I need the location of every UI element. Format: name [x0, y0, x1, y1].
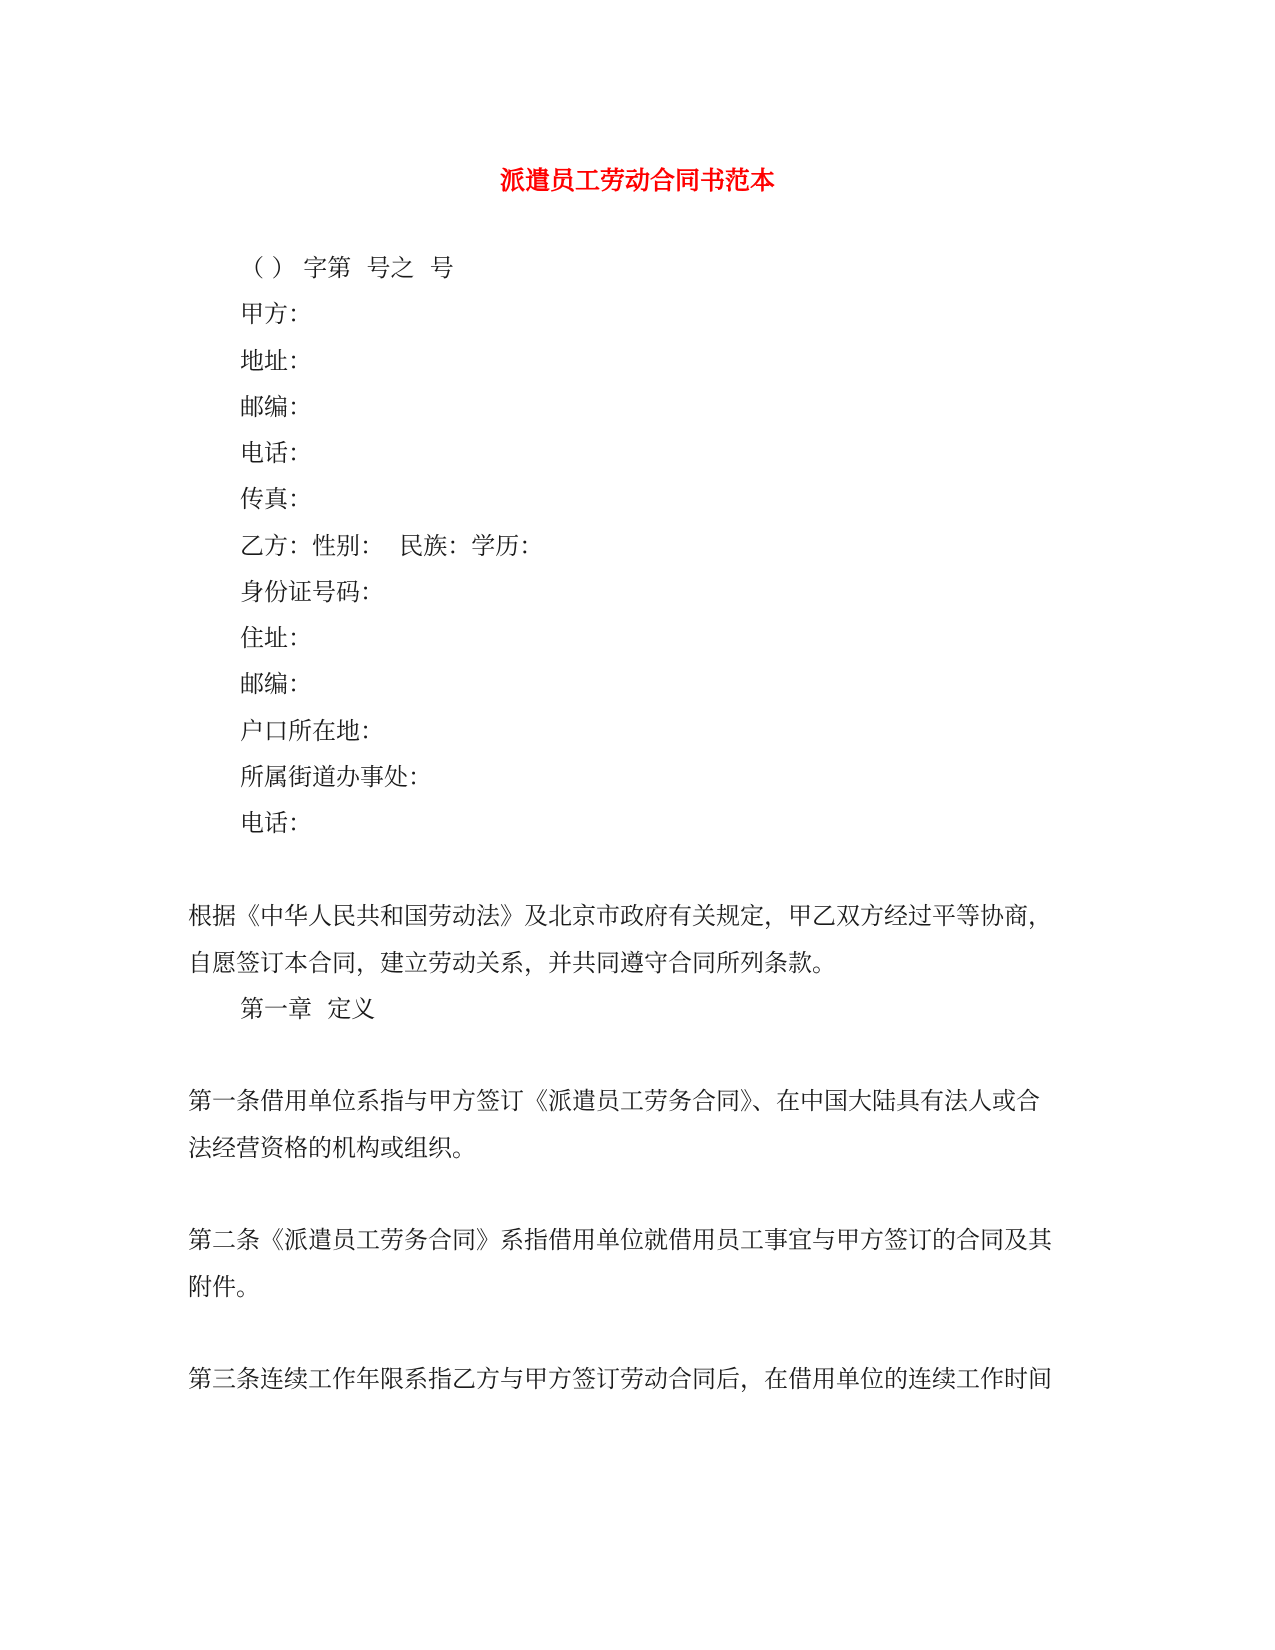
- party-a-label: 甲方：: [240, 300, 312, 328]
- phone-label: 电话：: [240, 439, 312, 467]
- article-1-line-1: 第一条借用单位系指与甲方签订《派遣员工劳务合同》、在中国大陆具有法人或合: [188, 1087, 1040, 1115]
- postcode-label: 邮编：: [240, 393, 312, 421]
- fax-label: 传真：: [240, 485, 312, 513]
- subdistrict-office-label: 所属街道办事处：: [240, 763, 432, 791]
- id-number-label: 身份证号码：: [240, 578, 384, 606]
- address-label: 地址：: [240, 347, 312, 375]
- party-b-label: 乙方：性别： 民族：学历：: [240, 532, 544, 560]
- household-registration-label: 户口所在地：: [240, 717, 384, 745]
- contract-number-line: （ ） 字第 号之 号: [240, 254, 454, 282]
- article-2-line-1: 第二条《派遣员工劳务合同》系指借用单位就借用员工事宜与甲方签订的合同及其: [188, 1226, 1052, 1254]
- article-1-line-2: 法经营资格的机构或组织。: [188, 1134, 476, 1162]
- article-2-line-2: 附件。: [188, 1273, 260, 1301]
- chapter-heading: 第一章 定义: [240, 995, 376, 1023]
- preamble-line-1: 根据《中华人民共和国劳动法》及北京市政府有关规定，甲乙双方经过平等协商，: [188, 902, 1052, 930]
- residence-label: 住址：: [240, 624, 312, 652]
- document-title: 派遣员工劳动合同书范本: [499, 166, 775, 195]
- article-3-line-1: 第三条连续工作年限系指乙方与甲方签订劳动合同后，在借用单位的连续工作时间: [188, 1365, 1052, 1393]
- phone-b-label: 电话：: [240, 809, 312, 837]
- postcode-b-label: 邮编：: [240, 670, 312, 698]
- preamble-line-2: 自愿签订本合同，建立劳动关系，并共同遵守合同所列条款。: [188, 949, 836, 977]
